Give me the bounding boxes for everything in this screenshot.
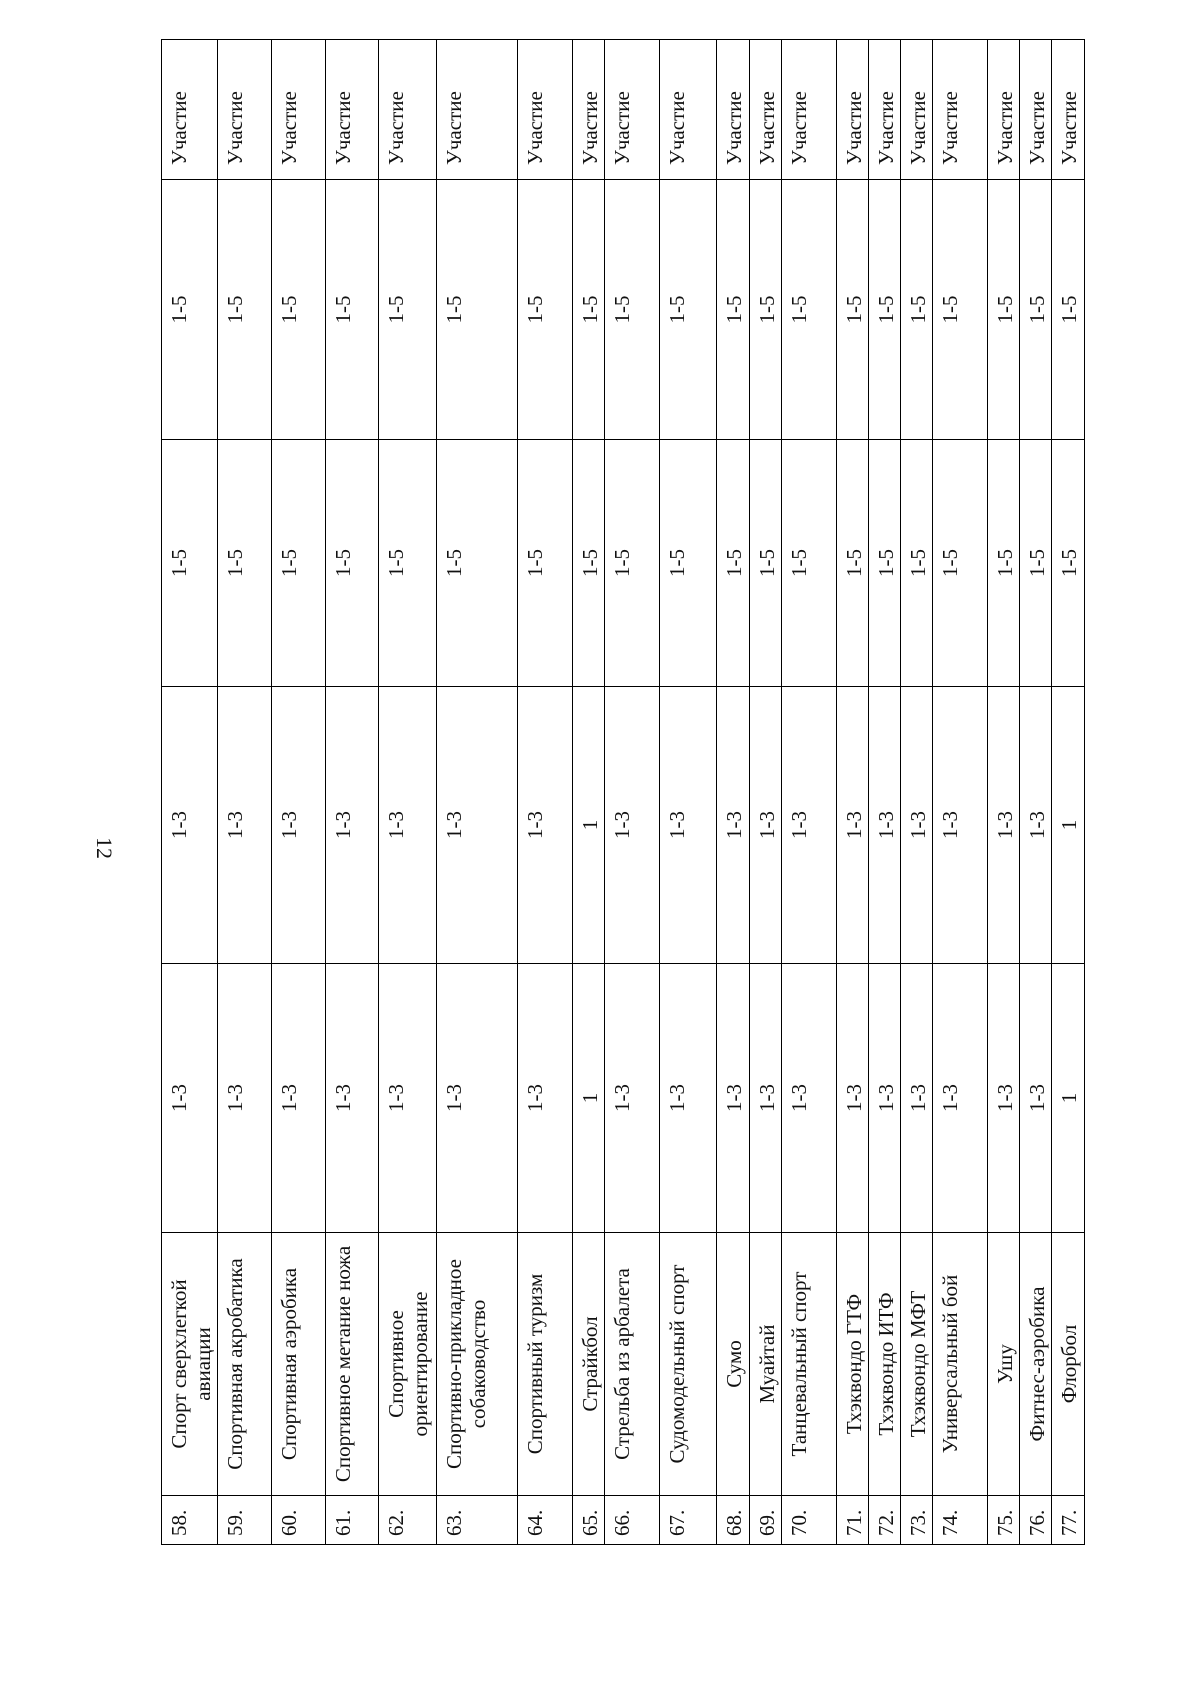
value-col-3: 1-5 bbox=[272, 440, 326, 687]
value-col-2: 1 bbox=[1052, 687, 1084, 964]
value-col-3: 1-5 bbox=[518, 440, 573, 687]
sport-name: Флорбол bbox=[1052, 1233, 1084, 1496]
value-col-2: 1-3 bbox=[900, 687, 932, 964]
value-col-3: 1-5 bbox=[218, 440, 272, 687]
row-number: 68. bbox=[717, 1496, 749, 1545]
value-col-2: 1-3 bbox=[781, 687, 836, 964]
row-number: 72. bbox=[868, 1496, 900, 1545]
value-col-3: 1-5 bbox=[836, 440, 868, 687]
sport-name: Спорт сверхлегкой авиации bbox=[162, 1233, 218, 1496]
value-col-4: 1-5 bbox=[326, 180, 379, 440]
result-cell: Участие bbox=[749, 40, 781, 180]
value-col-4: 1-5 bbox=[379, 180, 437, 440]
value-col-2: 1-3 bbox=[717, 687, 749, 964]
value-col-2: 1-3 bbox=[518, 687, 573, 964]
sport-name: Танцевальный спорт bbox=[781, 1233, 836, 1496]
result-cell: Участие bbox=[868, 40, 900, 180]
table-row bbox=[605, 40, 660, 1545]
value-col-1: 1-3 bbox=[717, 964, 749, 1233]
value-col-3: 1-5 bbox=[660, 440, 717, 687]
row-number: 75. bbox=[988, 1496, 1020, 1545]
row-number: 66. bbox=[605, 1496, 660, 1545]
sport-name: Спортивное ориентирование bbox=[379, 1233, 437, 1496]
value-col-2: 1-3 bbox=[162, 687, 218, 964]
value-col-3: 1-5 bbox=[437, 440, 518, 687]
table-row bbox=[781, 40, 836, 1545]
result-cell: Участие bbox=[1020, 40, 1052, 180]
value-col-4: 1-5 bbox=[749, 180, 781, 440]
value-col-1: 1 bbox=[1052, 964, 1084, 1233]
table-row bbox=[326, 40, 379, 1545]
value-col-1: 1-3 bbox=[836, 964, 868, 1233]
sport-name: Тхэквондо ГТФ bbox=[836, 1233, 868, 1496]
row-number: 76. bbox=[1020, 1496, 1052, 1545]
value-col-2: 1-3 bbox=[437, 687, 518, 964]
sport-name: Муайтай bbox=[749, 1233, 781, 1496]
table-row bbox=[988, 40, 1020, 1545]
value-col-1: 1-3 bbox=[605, 964, 660, 1233]
value-col-4: 1-5 bbox=[781, 180, 836, 440]
result-cell: Участие bbox=[326, 40, 379, 180]
value-col-4: 1-5 bbox=[573, 180, 605, 440]
row-number: 70. bbox=[781, 1496, 836, 1545]
table-row bbox=[218, 40, 272, 1545]
value-col-1: 1-3 bbox=[518, 964, 573, 1233]
sport-name: Универсальный бой bbox=[933, 1233, 988, 1496]
result-cell: Участие bbox=[218, 40, 272, 180]
row-number: 69. bbox=[749, 1496, 781, 1545]
value-col-4: 1-5 bbox=[900, 180, 932, 440]
value-col-3: 1-5 bbox=[868, 440, 900, 687]
sport-name: Стрельба из арбалета bbox=[605, 1233, 660, 1496]
result-cell: Участие bbox=[933, 40, 988, 180]
sport-name: Сумо bbox=[717, 1233, 749, 1496]
value-col-2: 1-3 bbox=[988, 687, 1020, 964]
value-col-3: 1-5 bbox=[781, 440, 836, 687]
value-col-3: 1-5 bbox=[326, 440, 379, 687]
sport-name: Судомодельный спорт bbox=[660, 1233, 717, 1496]
table-row bbox=[749, 40, 781, 1545]
value-col-1: 1-3 bbox=[272, 964, 326, 1233]
value-col-3: 1-5 bbox=[379, 440, 437, 687]
sport-name: Спортивная аэробика bbox=[272, 1233, 326, 1496]
value-col-2: 1-3 bbox=[218, 687, 272, 964]
value-col-1: 1-3 bbox=[900, 964, 932, 1233]
value-col-2: 1-3 bbox=[1020, 687, 1052, 964]
value-col-3: 1-5 bbox=[162, 440, 218, 687]
result-cell: Участие bbox=[518, 40, 573, 180]
table-row bbox=[1020, 40, 1052, 1545]
table-row bbox=[379, 40, 437, 1545]
result-cell: Участие bbox=[660, 40, 717, 180]
value-col-2: 1-3 bbox=[660, 687, 717, 964]
value-col-3: 1-5 bbox=[900, 440, 932, 687]
table-row bbox=[1052, 40, 1084, 1545]
value-col-2: 1-3 bbox=[836, 687, 868, 964]
result-cell: Участие bbox=[900, 40, 932, 180]
row-number: 62. bbox=[379, 1496, 437, 1545]
result-cell: Участие bbox=[379, 40, 437, 180]
row-number: 65. bbox=[573, 1496, 605, 1545]
table-row bbox=[660, 40, 717, 1545]
table-row bbox=[868, 40, 900, 1545]
result-cell: Участие bbox=[717, 40, 749, 180]
sport-name: Ушу bbox=[988, 1233, 1020, 1496]
value-col-4: 1-5 bbox=[660, 180, 717, 440]
value-col-1: 1 bbox=[573, 964, 605, 1233]
value-col-4: 1-5 bbox=[988, 180, 1020, 440]
value-col-1: 1-3 bbox=[868, 964, 900, 1233]
row-number: 61. bbox=[326, 1496, 379, 1545]
value-col-3: 1-5 bbox=[1020, 440, 1052, 687]
row-number: 58. bbox=[162, 1496, 218, 1545]
value-col-3: 1-5 bbox=[749, 440, 781, 687]
result-cell: Участие bbox=[1052, 40, 1084, 180]
table-row bbox=[573, 40, 605, 1545]
value-col-2: 1-3 bbox=[605, 687, 660, 964]
value-col-1: 1-3 bbox=[326, 964, 379, 1233]
value-col-4: 1-5 bbox=[518, 180, 573, 440]
value-col-4: 1-5 bbox=[1052, 180, 1084, 440]
value-col-1: 1-3 bbox=[749, 964, 781, 1233]
sport-name: Спортивный туризм bbox=[518, 1233, 573, 1496]
sport-name: Спортивно-прикладное собаководство bbox=[437, 1233, 518, 1496]
sport-name: Фитнес-аэробика bbox=[1020, 1233, 1052, 1496]
result-cell: Участие bbox=[272, 40, 326, 180]
value-col-4: 1-5 bbox=[437, 180, 518, 440]
row-number: 73. bbox=[900, 1496, 932, 1545]
sport-name: Страйкбол bbox=[573, 1233, 605, 1496]
value-col-3: 1-5 bbox=[1052, 440, 1084, 687]
value-col-4: 1-5 bbox=[162, 180, 218, 440]
value-col-4: 1-5 bbox=[933, 180, 988, 440]
value-col-2: 1-3 bbox=[868, 687, 900, 964]
value-col-2: 1-3 bbox=[379, 687, 437, 964]
table-row bbox=[518, 40, 573, 1545]
value-col-3: 1-5 bbox=[573, 440, 605, 687]
table-body bbox=[162, 40, 1085, 1545]
value-col-4: 1-5 bbox=[868, 180, 900, 440]
value-col-1: 1-3 bbox=[218, 964, 272, 1233]
value-col-1: 1-3 bbox=[379, 964, 437, 1233]
result-cell: Участие bbox=[781, 40, 836, 180]
value-col-4: 1-5 bbox=[717, 180, 749, 440]
sports-table bbox=[161, 39, 1085, 1545]
value-col-2: 1-3 bbox=[933, 687, 988, 964]
result-cell: Участие bbox=[437, 40, 518, 180]
value-col-1: 1-3 bbox=[1020, 964, 1052, 1233]
sport-name: Тхэквондо МФТ bbox=[900, 1233, 932, 1496]
value-col-2: 1 bbox=[573, 687, 605, 964]
value-col-3: 1-5 bbox=[605, 440, 660, 687]
row-number: 71. bbox=[836, 1496, 868, 1545]
sport-name: Спортивная акробатика bbox=[218, 1233, 272, 1496]
value-col-3: 1-5 bbox=[988, 440, 1020, 687]
row-number: 63. bbox=[437, 1496, 518, 1545]
value-col-4: 1-5 bbox=[1020, 180, 1052, 440]
row-number: 67. bbox=[660, 1496, 717, 1545]
result-cell: Участие bbox=[988, 40, 1020, 180]
table-row bbox=[437, 40, 518, 1545]
table-row bbox=[717, 40, 749, 1545]
value-col-4: 1-5 bbox=[272, 180, 326, 440]
value-col-1: 1-3 bbox=[162, 964, 218, 1233]
row-number: 60. bbox=[272, 1496, 326, 1545]
table-row bbox=[272, 40, 326, 1545]
page-number: 12 bbox=[92, 837, 117, 859]
value-col-1: 1-3 bbox=[437, 964, 518, 1233]
value-col-2: 1-3 bbox=[326, 687, 379, 964]
rotated-table-wrapper bbox=[161, 40, 1118, 1545]
table-row bbox=[162, 40, 218, 1545]
sport-name: Тхэквондо ИТФ bbox=[868, 1233, 900, 1496]
row-number: 74. bbox=[933, 1496, 988, 1545]
result-cell: Участие bbox=[162, 40, 218, 180]
value-col-4: 1-5 bbox=[836, 180, 868, 440]
result-cell: Участие bbox=[605, 40, 660, 180]
row-number: 77. bbox=[1052, 1496, 1084, 1545]
result-cell: Участие bbox=[573, 40, 605, 180]
sport-name: Спортивное метание ножа bbox=[326, 1233, 379, 1496]
value-col-1: 1-3 bbox=[660, 964, 717, 1233]
value-col-1: 1-3 bbox=[933, 964, 988, 1233]
value-col-3: 1-5 bbox=[717, 440, 749, 687]
result-cell: Участие bbox=[836, 40, 868, 180]
table-row bbox=[836, 40, 868, 1545]
value-col-4: 1-5 bbox=[605, 180, 660, 440]
table-row bbox=[900, 40, 932, 1545]
row-number: 64. bbox=[518, 1496, 573, 1545]
value-col-3: 1-5 bbox=[933, 440, 988, 687]
value-col-2: 1-3 bbox=[749, 687, 781, 964]
table-row bbox=[933, 40, 988, 1545]
value-col-2: 1-3 bbox=[272, 687, 326, 964]
value-col-1: 1-3 bbox=[781, 964, 836, 1233]
row-number: 59. bbox=[218, 1496, 272, 1545]
value-col-4: 1-5 bbox=[218, 180, 272, 440]
value-col-1: 1-3 bbox=[988, 964, 1020, 1233]
